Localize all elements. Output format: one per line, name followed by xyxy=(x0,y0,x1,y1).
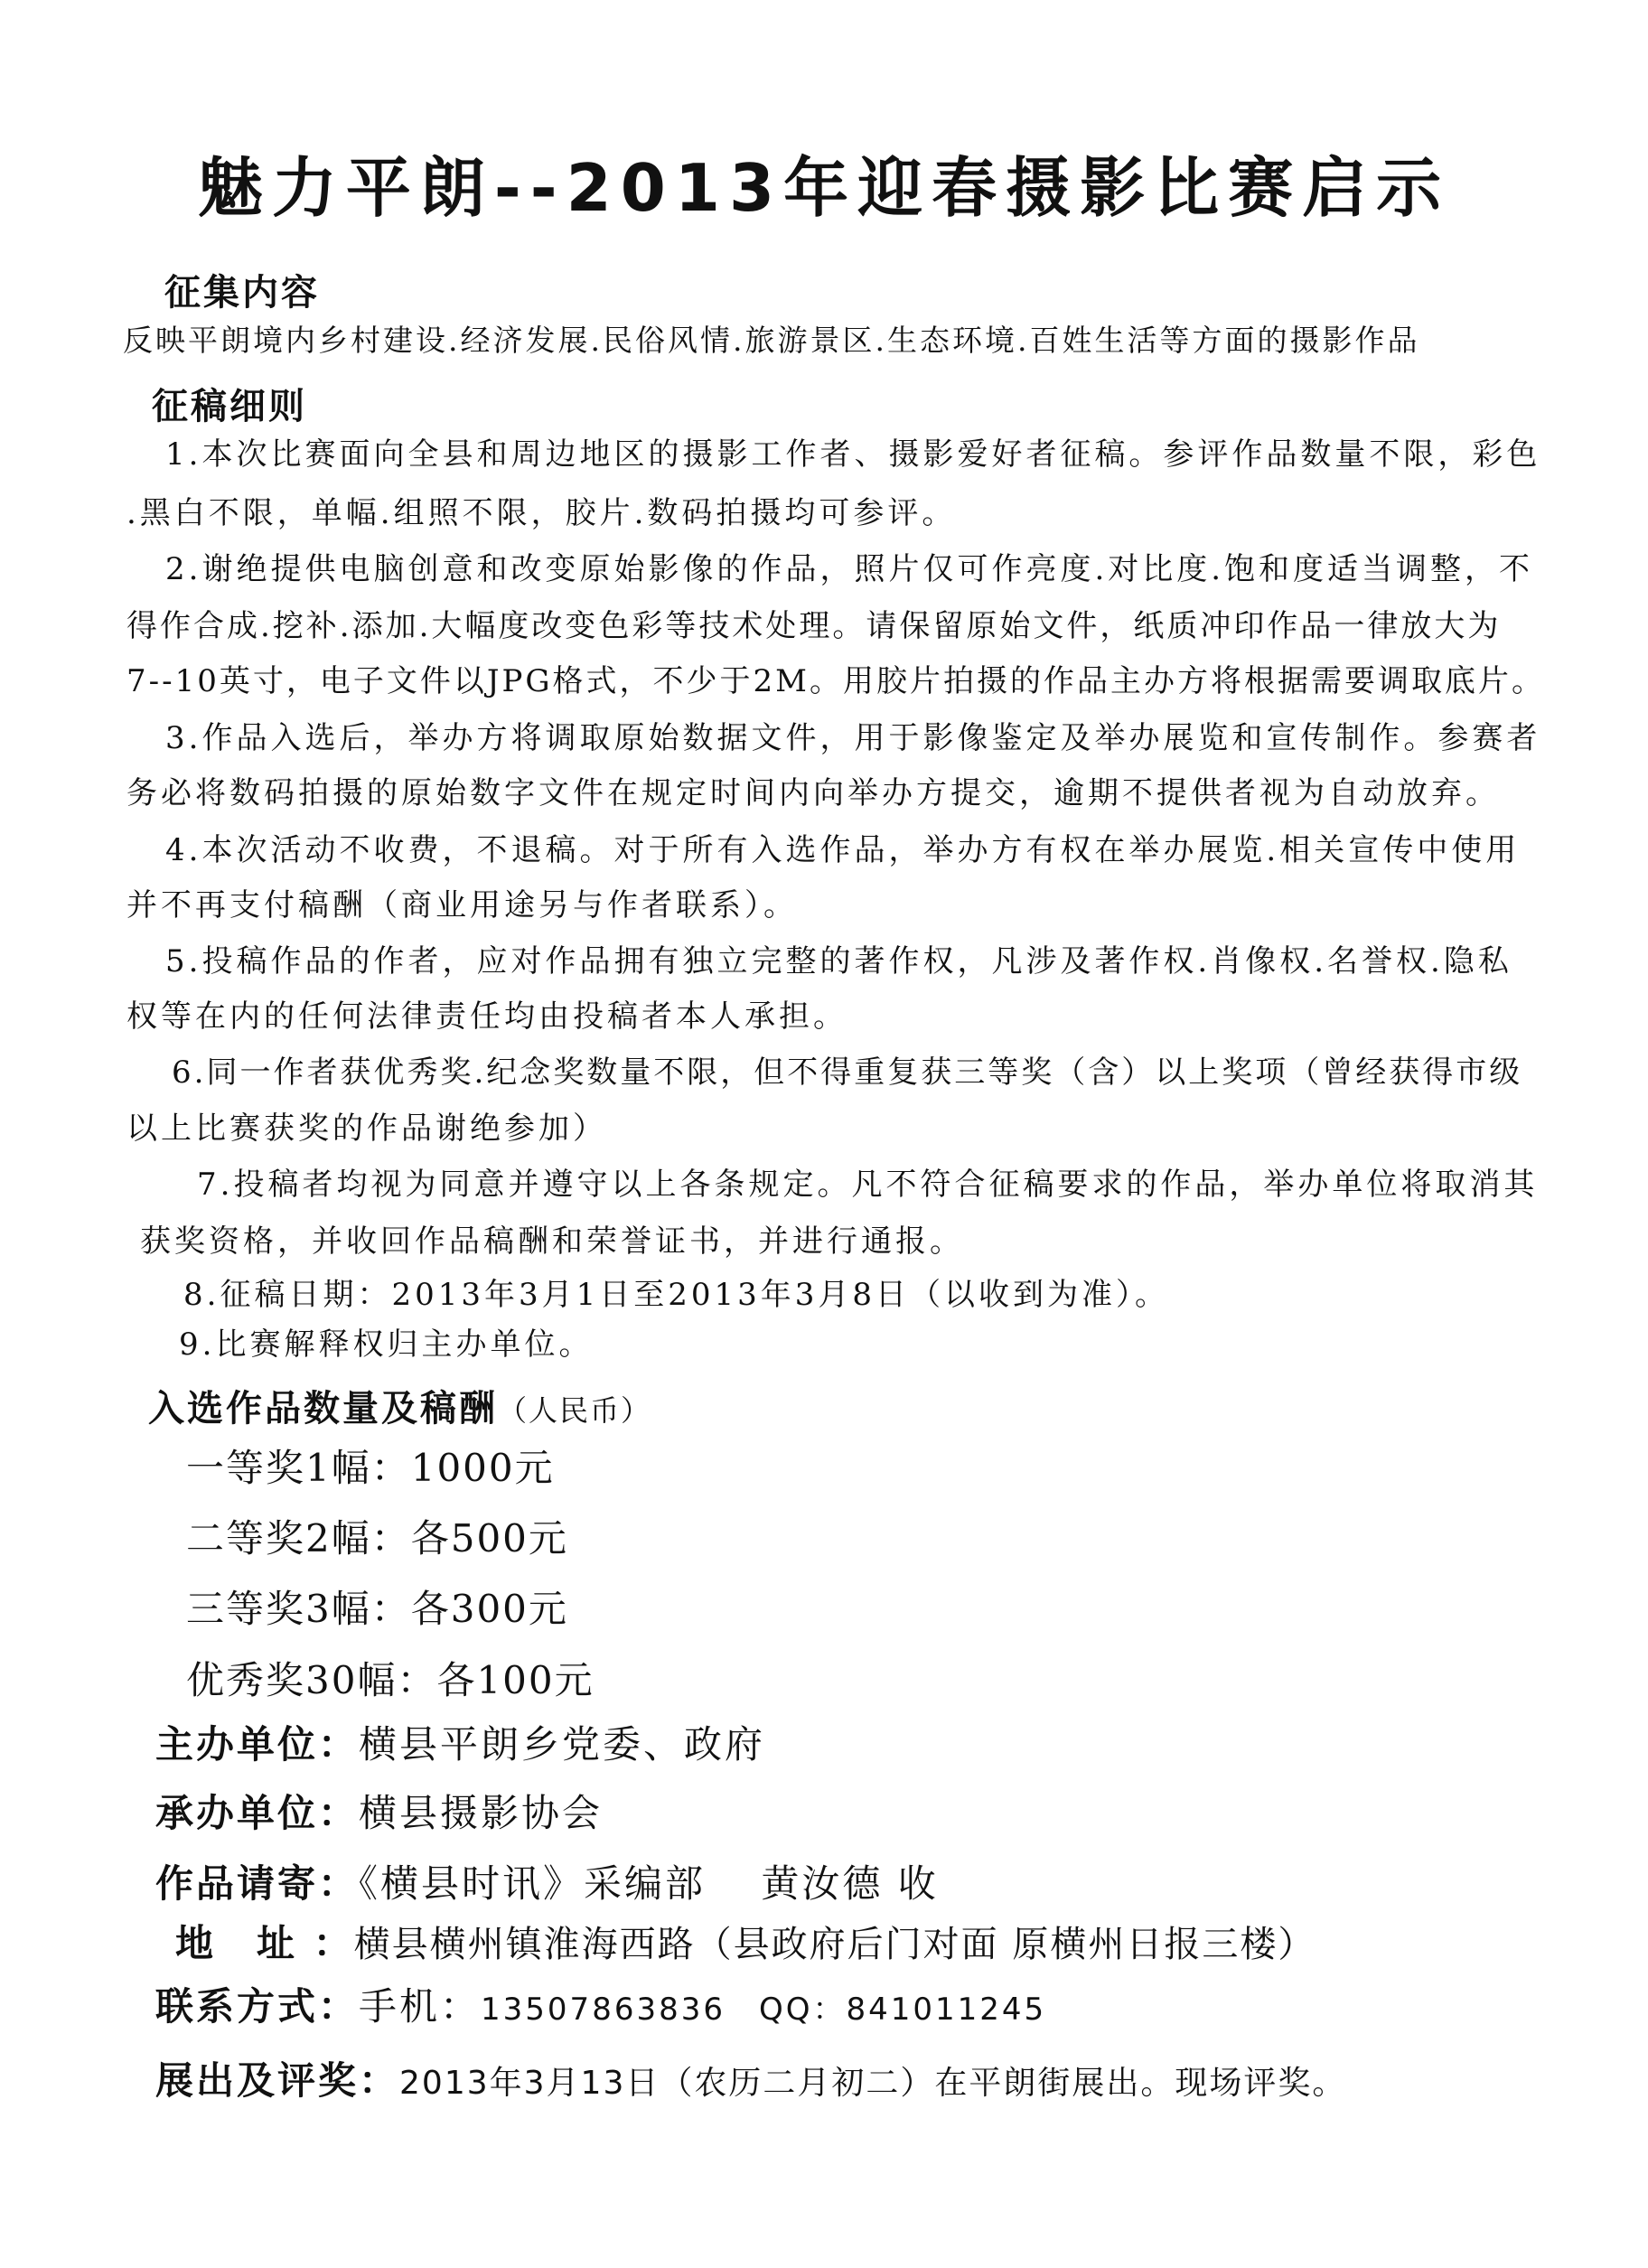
organizer-row xyxy=(155,1715,765,1769)
send-label: 作品请寄： xyxy=(155,1861,360,1906)
rule-line: 9.比赛解释权归主办单位。 xyxy=(179,1326,594,1363)
rule-line: 3.作品入选后，举办方将调取原始数据文件，用于影像鉴定及举办展览和宣传制作。参赛者 xyxy=(165,720,1541,756)
rule-line: 8.征稿日期：2013年3月1日至2013年3月8日（以收到为准）。 xyxy=(183,1277,1170,1313)
address-value: 横县横州镇淮海西路（县政府后门对面 原横州日报三楼） xyxy=(353,1924,1316,1965)
rule-line: 7.投稿者均视为同意并遵守以上各条规定。凡不符合征稿要求的作品，举办单位将取消其 xyxy=(197,1167,1539,1203)
organizer-value: 横县平朗乡党委、政府 xyxy=(359,1722,766,1767)
address-label: 地 址 ： xyxy=(175,1921,354,1965)
contact-label: 联系方式： xyxy=(155,1984,360,2029)
rule-line: 权等在内的任何法律责任均由投稿者本人承担。 xyxy=(126,998,847,1035)
prizes-heading: 入选作品数量及稿酬 xyxy=(148,1388,498,1429)
collection-heading: 征集内容 xyxy=(164,272,320,314)
rule-line: 以上比赛获奖的作品谢绝参加） xyxy=(126,1111,607,1147)
contact-value: 手机： xyxy=(359,1984,482,2029)
rule-line: .黑白不限，单幅.组照不限，胶片.数码拍摄均可参评。 xyxy=(126,495,957,531)
rule-line: 7--10英寸，电子文件以JPG格式，不少于2M。用胶片拍摄的作品主办方将根据需要调取底片。 xyxy=(126,663,1545,699)
undertaker-value: 横县摄影协会 xyxy=(359,1791,604,1835)
rule-line: 5.投稿作品的作者，应对作品拥有独立完整的著作权，凡涉及著作权.肖像权.名誉权.隐私 xyxy=(165,943,1512,979)
rule-line: 获奖资格，并收回作品稿酬和荣誉证书，并进行通报。 xyxy=(140,1223,964,1260)
undertaker-row xyxy=(155,1784,603,1838)
send-row xyxy=(155,1854,939,1908)
prize-item: 三等奖3幅：各300元 xyxy=(186,1587,568,1631)
send-value: 《横县时讯》采编部 黄汝德 收 xyxy=(359,1861,939,1906)
prize-item: 二等奖2幅：各500元 xyxy=(186,1516,568,1560)
rules-heading: 征稿细则 xyxy=(152,386,307,427)
rule-line: 6.同一作者获优秀奖.纪念奖数量不限，但不得重复获三等奖（含）以上奖项（曾经获得市级 xyxy=(172,1054,1523,1091)
rule-line: 2.谢绝提供电脑创意和改变原始影像的作品，照片仅可作亮度.对比度.饱和度适当调整，不 xyxy=(165,551,1534,587)
collection-text: 反映平朗境内乡村建设.经济发展.民俗风情.旅游景区.生态环境.百姓生活等方面的摄影作品 xyxy=(123,323,1420,358)
prize-item: 优秀奖30幅：各100元 xyxy=(186,1658,595,1702)
contact-numbers: 13507863836 QQ：841011245 xyxy=(481,1992,1047,2028)
rule-line: 1.本次比赛面向全县和周边地区的摄影工作者、摄影爱好者征稿。参评作品数量不限，彩色 xyxy=(165,436,1541,473)
rule-line: 并不再支付稿酬（商业用途另与作者联系）。 xyxy=(126,887,798,923)
exhibit-row xyxy=(155,2051,1346,2105)
organizer-label: 主办单位： xyxy=(155,1722,360,1767)
page-title: 魅力平朗--2013年迎春摄影比赛启示 xyxy=(197,150,1451,226)
rule-line: 得作合成.挖补.添加.大幅度改变色彩等技术处理。请保留原始文件，纸质冲印作品一律放大为 xyxy=(126,608,1502,644)
prizes-heading-row xyxy=(148,1380,651,1431)
rule-line: 务必将数码拍摄的原始数字文件在规定时间内向举办方提交，逾期不提供者视为自动放弃。 xyxy=(126,775,1500,811)
prize-item: 一等奖1幅：1000元 xyxy=(186,1446,555,1490)
currency-note: （人民币） xyxy=(498,1393,652,1428)
exhibit-value: 2013年3月13日（农历二月初二）在平朗街展出。现场评奖。 xyxy=(399,2065,1347,2102)
undertaker-label: 承办单位： xyxy=(155,1791,360,1835)
rule-line: 4.本次活动不收费，不退稿。对于所有入选作品，举办方有权在举办展览.相关宣传中使用 xyxy=(165,832,1521,868)
exhibit-label: 展出及评奖： xyxy=(155,2058,400,2103)
contact-row xyxy=(155,1977,1046,2031)
address-row xyxy=(175,1914,1316,1968)
